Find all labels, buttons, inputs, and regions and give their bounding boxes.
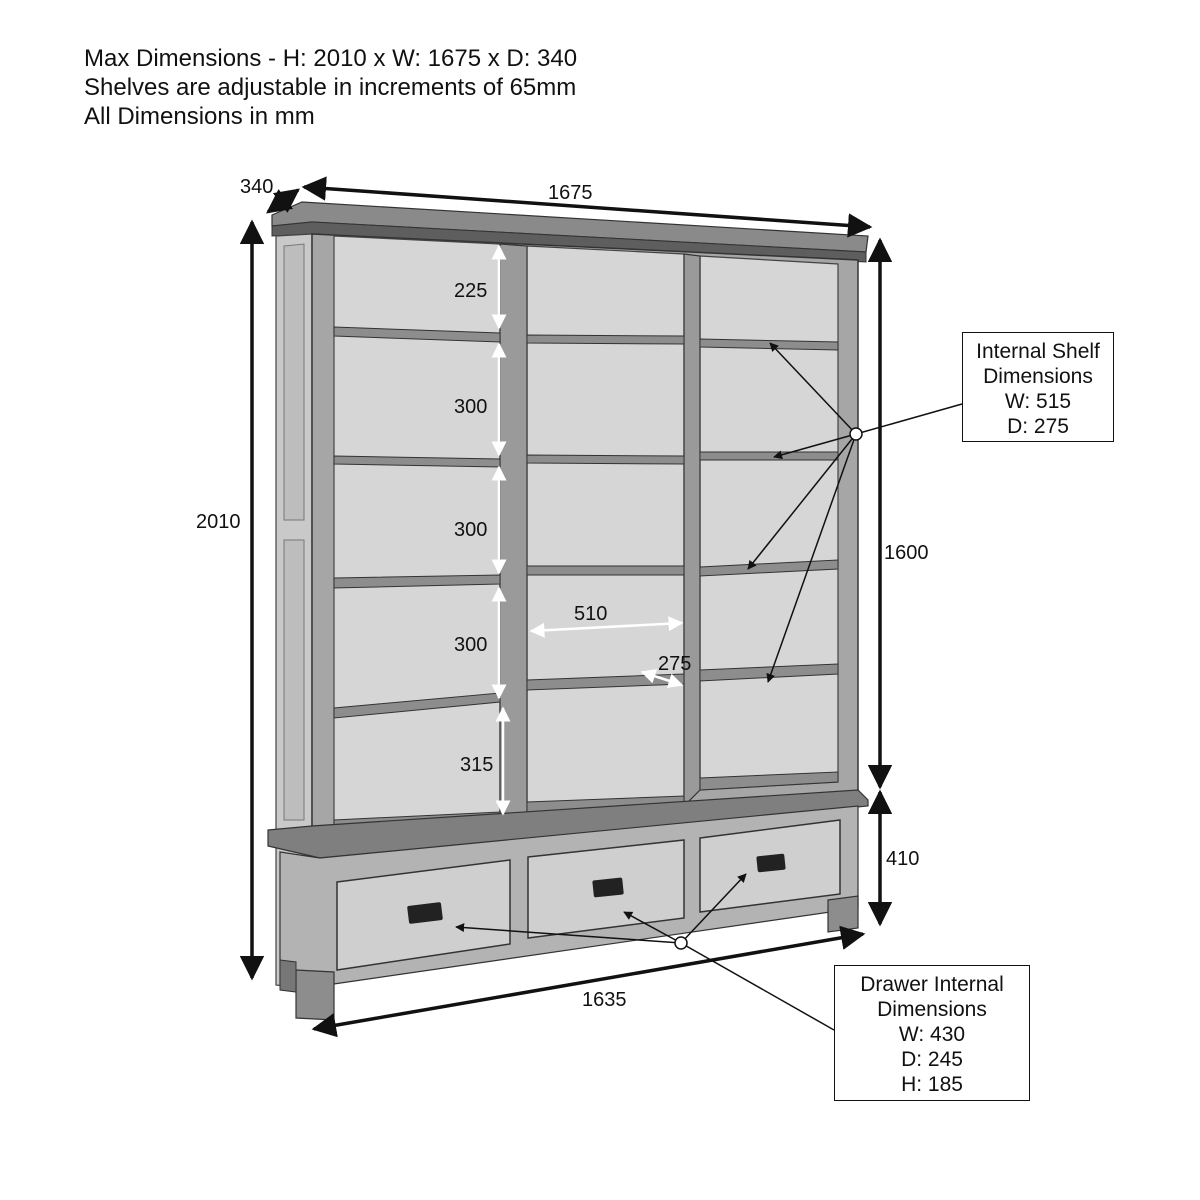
width-top-label: 1675 (548, 182, 593, 204)
shelf-depth-label: 275 (658, 653, 692, 675)
height-upper-label: 1600 (884, 542, 929, 564)
shelf-callout-line2: Dimensions (983, 365, 1093, 388)
divider-right (684, 254, 700, 806)
drawer-callout-line1: Drawer Internal (860, 973, 1004, 996)
foot-left-front (296, 970, 334, 1020)
header-max-dimensions: Max Dimensions - H: 2010 x W: 1675 x D: 340 (84, 45, 578, 72)
drawer-callout-depth: D: 245 (901, 1048, 963, 1071)
drawer-callout-width: W: 430 (898, 1023, 966, 1046)
shelf-gap-label-4: 300 (454, 634, 488, 656)
shelf-gap-label-2: 300 (454, 396, 488, 418)
opening-middle (527, 246, 684, 812)
bookcase (268, 202, 868, 1020)
shelf (527, 455, 684, 464)
left-side-lower-frame (284, 540, 304, 820)
depth-top-label: 340 (240, 176, 274, 198)
drawer-callout-line2: Dimensions (877, 998, 987, 1021)
shelf (527, 335, 684, 344)
shelf (527, 566, 684, 575)
opening-right (700, 256, 838, 790)
drawer-handle-middle (592, 877, 624, 897)
drawer-handle-right (756, 854, 786, 873)
shelf-callout-box (962, 332, 1114, 442)
shelf-width-label: 510 (574, 603, 608, 625)
shelf-callout-hub (850, 428, 862, 440)
shelf-gap-label-5: 315 (460, 754, 494, 776)
shelf-callout-line1: Internal Shelf (976, 340, 1100, 363)
foot-right (828, 896, 858, 932)
shelf-callout-width: W: 515 (1004, 390, 1072, 413)
foot-left-back (280, 960, 296, 992)
width-base-label: 1635 (582, 989, 627, 1011)
shelf-gap-label-3: 300 (454, 519, 488, 541)
height-lower-label: 410 (886, 848, 920, 870)
left-side-inner-frame (284, 244, 304, 520)
shelf (700, 452, 838, 460)
shelf-callout-depth: D: 275 (1007, 415, 1069, 438)
shelf-gap-label-1: 225 (454, 280, 488, 302)
drawer-callout-hub (675, 937, 687, 949)
drawer-callout-box (834, 965, 1030, 1101)
header-shelves-note: Shelves are adjustable in increments of 65mm (84, 74, 577, 101)
header-units-note: All Dimensions in mm (84, 103, 315, 130)
height-total-label: 2010 (196, 511, 241, 533)
drawer-callout-height: H: 185 (901, 1073, 963, 1096)
